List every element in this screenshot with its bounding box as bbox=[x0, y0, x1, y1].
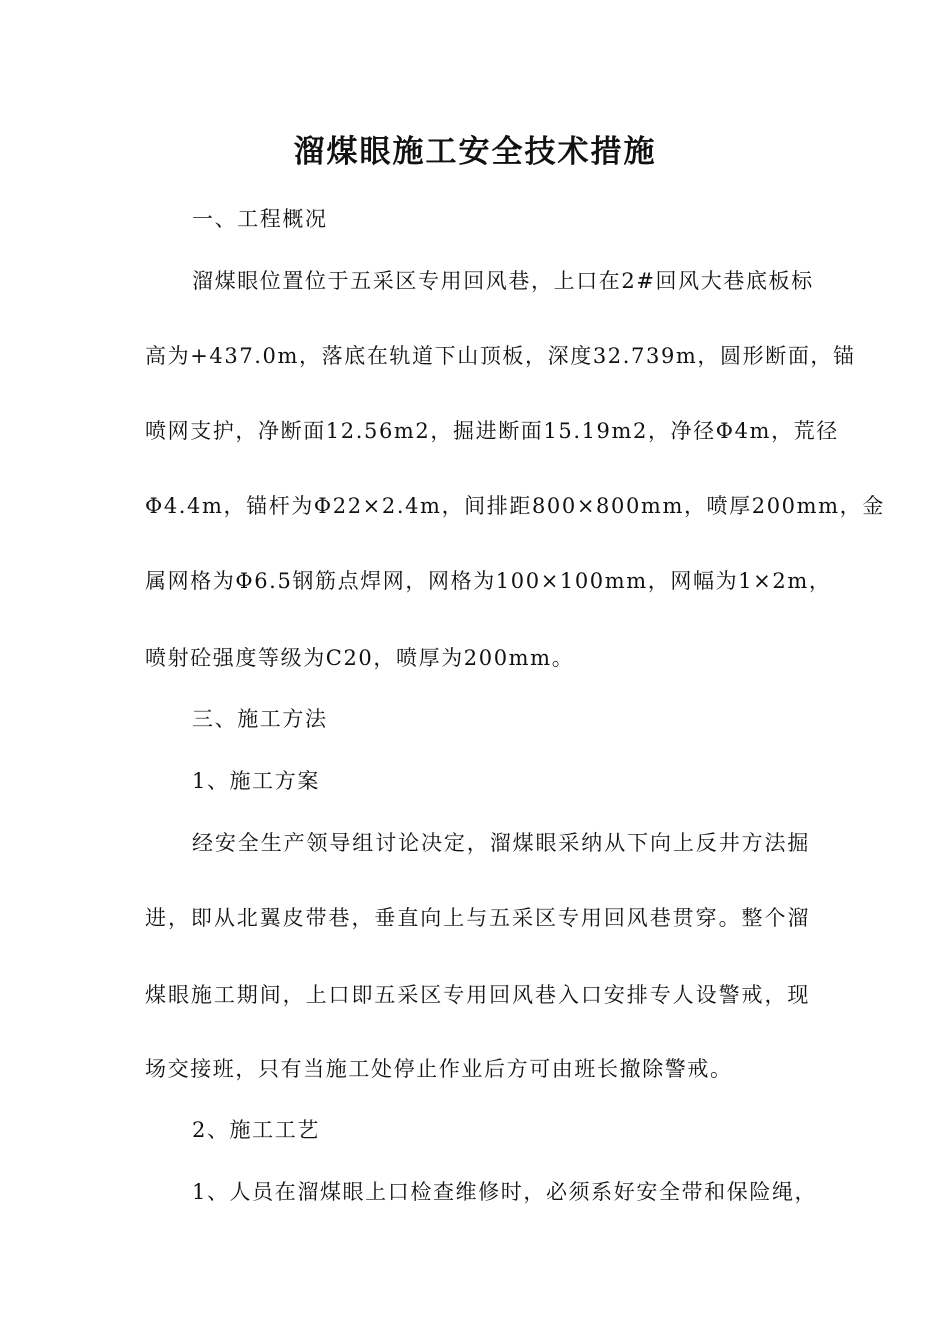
section-heading-overview: 一、工程概况 bbox=[192, 207, 328, 231]
paragraph-line: Φ4.4m，锚杆为Φ22×2.4m，间排距800×800mm，喷厚200mm，金 bbox=[145, 494, 885, 518]
subsection-heading-plan: 1、施工方案 bbox=[192, 769, 320, 793]
paragraph-line: 喷网支护，净断面12.56m2，掘进断面15.19m2，净径Φ4m，荒径 bbox=[145, 419, 839, 443]
document-title: 溜煤眼施工安全技术措施 bbox=[293, 134, 657, 170]
paragraph-line: 煤眼施工期间，上口即五采区专用回风巷入口安排专人设警戒，现 bbox=[145, 983, 810, 1007]
section-heading-method: 三、施工方法 bbox=[192, 707, 328, 731]
subsection-heading-process: 2、施工工艺 bbox=[192, 1118, 320, 1142]
paragraph-line: 高为+437.0m，落底在轨道下山顶板，深度32.739m，圆形断面，锚 bbox=[145, 344, 856, 368]
paragraph-line: 经安全生产领导组讨论决定，溜煤眼采纳从下向上反井方法掘 bbox=[192, 831, 810, 855]
paragraph-line: 进，即从北翼皮带巷，垂直向上与五采区专用回风巷贯穿。整个溜 bbox=[145, 906, 810, 930]
paragraph-line: 场交接班，只有当施工处停止作业后方可由班长撤除警戒。 bbox=[145, 1057, 733, 1081]
paragraph-line: 溜煤眼位置位于五采区专用回风巷，上口在2#回风大巷底板标 bbox=[192, 269, 814, 293]
paragraph-line: 属网格为Φ6.5钢筋点焊网，网格为100×100mm，网幅为1×2m， bbox=[145, 569, 832, 593]
paragraph-line: 喷射砼强度等级为C20，喷厚为200mm。 bbox=[145, 646, 575, 670]
paragraph-line: 1、人员在溜煤眼上口检查维修时，必须系好安全带和保险绳， bbox=[192, 1180, 818, 1204]
